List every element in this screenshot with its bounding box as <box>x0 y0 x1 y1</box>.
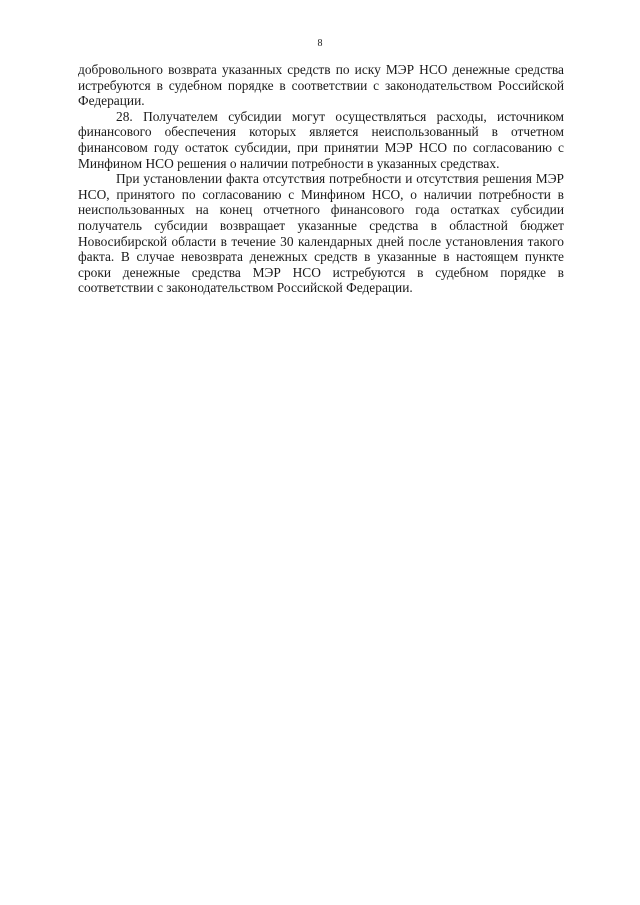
paragraph-item-28: 28. Получателем субсидии могут осуществляться расходы, источником финансового обеспечения которых является неиспользованный в отчетном финансовом году остаток субсидии, при принятии МЭР НСО по согласованию с Минфином НСО решения о наличии потребности в указанных средствах. <box>78 108 564 171</box>
paragraph-continuation: добровольного возврата указанных средств по иску МЭР НСО денежные средства истребуются в судебном порядке в соответствии с законодательством Российской Федерации. <box>78 62 564 109</box>
document-body <box>78 62 564 296</box>
paragraph-refund-conditions: При установлении факта отсутствия потребности и отсутствия решения МЭР НСО, принятого по согласованию с Минфином НСО, о наличии потребности в неиспользованных на конец отчетного финансового года остатках субсидии получатель субсидии возвращает указанные средства в областной бюджет Новосибирской области в течение 30 календарных дней после установления такого факта. В случае невозврата денежных средств в указанные в настоящем пункте сроки денежные средства МЭР НСО истребуются в судебном порядке в соответствии с законодательством Российской Федерации. <box>78 171 564 296</box>
page-number: 8 <box>317 38 323 49</box>
